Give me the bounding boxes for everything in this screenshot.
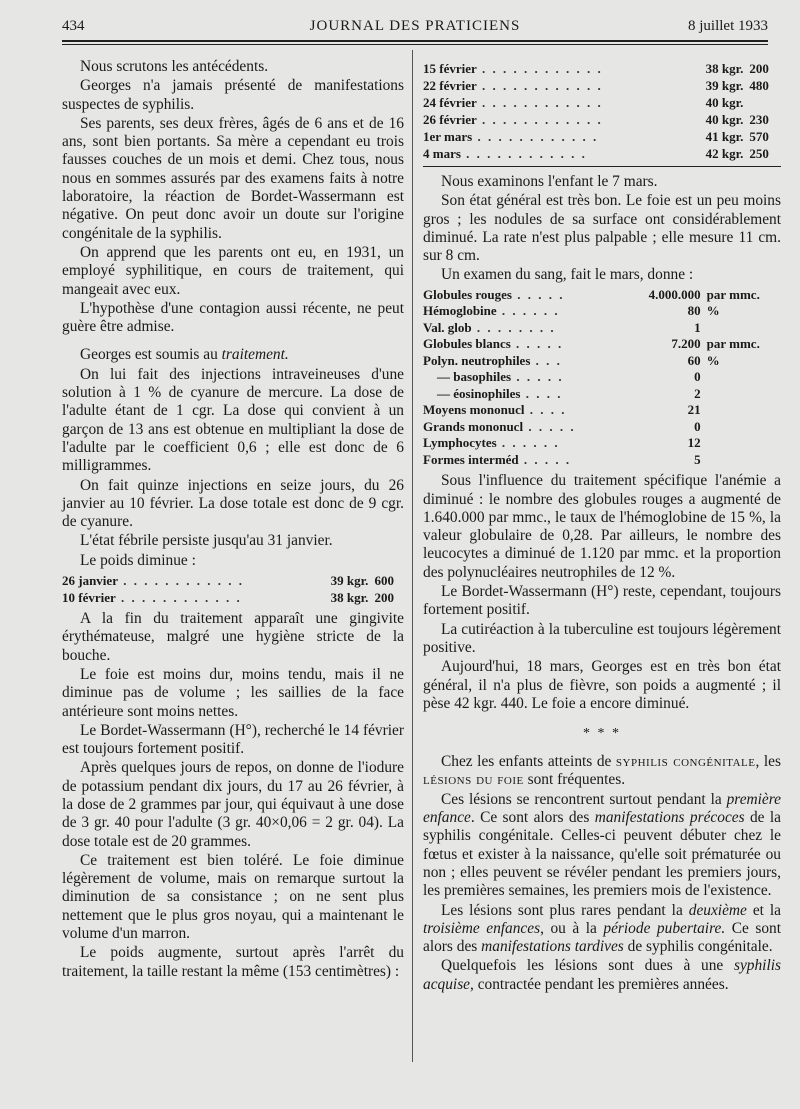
blood-value: 80 <box>687 303 701 319</box>
issue-date: 8 juillet 1933 <box>688 18 768 34</box>
paragraph: On fait quinze injections en seize jours, du 26 janvier au 10 février. La dose totale est donc de 9 cgr. de cyanure. <box>62 476 404 531</box>
right-column <box>423 60 781 994</box>
blood-value: 4.000.000 <box>648 286 701 302</box>
paragraph: Quelquefois les lésions sont dues à une syphilis acquise, contractée pendant les premières années. <box>423 957 781 993</box>
weight-g: 570 <box>749 129 769 144</box>
table-row: 22 février . . . . . . . . . . . . 39 kgr. 480 <box>423 77 781 94</box>
left-column <box>62 58 404 981</box>
blood-label: — basophiles <box>437 369 512 385</box>
paragraph: Aujourd'hui, 18 mars, Georges est en très bon état général, il n'a plus de fièvre, son poids a augmenté ; il pèse 42 kgr. 440. Le foie a encore diminué. <box>423 658 781 712</box>
column-divider <box>412 50 413 1062</box>
blood-unit <box>701 452 781 469</box>
weight-kg: 41 kgr. <box>705 129 744 144</box>
table-row: — basophiles . . . . . 0 <box>423 369 781 386</box>
table-row: Moyens mononucl . . . . 21 <box>423 402 781 419</box>
weight-kg: 39 kgr. <box>330 573 369 589</box>
page-header <box>62 18 768 40</box>
paragraph: Nous scrutons les antécédents. <box>80 58 269 75</box>
table-row: Hémoglobine . . . . . . 80 % <box>423 303 781 320</box>
blood-label: Hémoglobine <box>423 303 497 319</box>
blood-value: 1 <box>694 319 701 335</box>
header-rule-thin <box>62 44 768 45</box>
paragraph: Le Bordet-Wassermann (H°) reste, cependant, toujours fortement positif. <box>423 583 781 619</box>
paragraph: Son état général est très bon. Le foie est un peu moins gros ; les nodules de sa surface ont considérablement diminué. La rate n'est plus palpable ; elle mesure 11 cm. sur 8 cm. <box>423 192 781 265</box>
blood-unit <box>701 435 781 452</box>
weight-date: 1er mars <box>423 129 473 144</box>
blood-unit <box>701 386 781 403</box>
weight-kg: 39 kgr. <box>705 78 744 93</box>
page-number: 434 <box>62 18 85 34</box>
weight-kg: 42 kgr. <box>705 146 744 161</box>
blood-unit: % <box>706 303 720 319</box>
weight-date: 4 mars <box>423 146 461 161</box>
paragraph: Le poids augmente, surtout après l'arrêt du traitement, la taille restant la même (153 centimètres) : <box>62 944 404 980</box>
weight-date: 26 février <box>423 112 477 127</box>
paragraph: Un examen du sang, fait le mars, donne : <box>441 266 694 284</box>
weight-g: 200 <box>374 590 394 606</box>
journal-title: JOURNAL DES PRATICIENS <box>309 18 521 34</box>
weight-g: 480 <box>749 78 769 93</box>
blood-unit <box>701 419 781 436</box>
weight-g: 230 <box>749 112 769 127</box>
blood-unit: par mmc. <box>706 286 760 302</box>
weight-g <box>743 94 781 111</box>
blood-label: Lymphocytes <box>423 435 497 451</box>
table-row: Globules blancs . . . . . 7.200 par mmc. <box>423 336 781 353</box>
paragraph: La cutiréaction à la tuberculine est toujours légèrement positive. <box>423 620 781 656</box>
table-row: — éosinophiles . . . . 2 <box>423 386 781 403</box>
weight-table-1 <box>62 572 404 606</box>
blood-unit <box>701 369 781 386</box>
blood-label: Grands mononucl <box>423 418 524 434</box>
paragraph: L'hypothèse d'une contagion aussi récente, ne peut guère être admise. <box>62 299 404 336</box>
weight-table-2 <box>423 60 781 162</box>
table-row: 24 février . . . . . . . . . . . . 40 kgr. <box>423 94 781 111</box>
table-row: 4 mars . . . . . . . . . . . . 42 kgr. 250 <box>423 145 781 162</box>
weight-g: 600 <box>374 573 394 589</box>
blood-value: 60 <box>687 352 701 368</box>
paragraph: On lui fait des injections intraveineuses d'une solution à 1 % de cyanure de mercure. La dose de l'adulte étant de 1 cgr. La dose qui convient à un garçon de 13 ans est obtenue en multipliant la dose de l'adulte par le coefficient 0,6 ; elle est donc de 6 milligrammes. <box>62 365 404 475</box>
weight-date: 24 février <box>423 95 477 110</box>
paragraph: L'état fébrile persiste jusqu'au 31 janvier. <box>80 532 333 550</box>
table-row: 26 février . . . . . . . . . . . . 40 kgr. 230 <box>423 111 781 128</box>
table-row: Grands mononucl . . . . . 0 <box>423 419 781 436</box>
paragraph: Ce traitement est bien toléré. Le foie diminue légèrement de volume, mais on remarque surtout la diminution de sa consistance ; on ne sent plus nettement que le plus gros noyau, qui a maintenant le volume d'un marron. <box>62 851 404 943</box>
blood-label: — éosinophiles <box>437 385 521 401</box>
paragraph: Le foie est moins dur, moins tendu, mais il ne diminue pas de volume ; les saillies de la face antérieure sont moins nettes. <box>62 665 404 720</box>
table-row: 15 février . . . . . . . . . . . . 38 kgr. 200 <box>423 60 781 77</box>
blood-value: 2 <box>694 385 701 401</box>
blood-value: 0 <box>694 418 701 434</box>
paragraph: Le poids diminue : <box>80 551 196 569</box>
paragraph: On apprend que les parents ont eu, en 1931, un employé syphilitique, en cours de traitement, qui mangeait avec eux. <box>62 243 404 298</box>
weight-g: 250 <box>749 146 769 161</box>
table-row: 10 février . . . . . . . . . . . . 38 kgr. 200 <box>62 589 404 606</box>
table-row: Lymphocytes . . . . . . 12 <box>423 435 781 452</box>
weight-kg: 40 kgr. <box>705 95 744 110</box>
blood-value: 5 <box>694 451 701 467</box>
blood-label: Globules rouges <box>423 286 512 302</box>
paragraph: Georges n'a jamais présenté de manifestations suspectes de syphilis. <box>62 77 404 113</box>
paragraph: Ces lésions se rencontrent surtout pendant la première enfance. Ce sont alors des manifestations précoces de la syphilis congénitale. Celles-ci peuvent débuter chez le fœtus et exister à la naissance, qu'elle soit prématurée ou non ; elles peuvent se révéler pendant les premiers jours, les premières semaines, les premiers mois de l'existence. <box>423 790 781 900</box>
paragraph: Ses parents, ses deux frères, âgés de 6 ans et de 16 ans, sont bien portants. Sa mère a cependant eu trois fausses couches de un mois et demi. Chez tous, nous nous en sommes assurés par des examens faits à notre laboratoire, la réaction de Bordet-Wassermann est négative. On peut donc avoir un doute sur l'origine congénitale de la syphilis. <box>62 114 404 242</box>
weight-date: 15 février <box>423 61 477 76</box>
weight-g: 200 <box>749 61 769 76</box>
table-row: Polyn. neutrophiles . . . 60 % <box>423 353 781 370</box>
table-row: Globules rouges . . . . . 4.000.000 par mmc. <box>423 287 781 304</box>
blood-label: Globules blancs <box>423 336 511 352</box>
section-separator: * * * <box>583 726 621 742</box>
paragraph: Le Bordet-Wassermann (H°), recherché le 14 février est toujours fortement positif. <box>62 721 404 758</box>
blood-value: 0 <box>694 369 701 385</box>
blood-unit <box>701 402 781 419</box>
weight-kg: 38 kgr. <box>705 61 744 76</box>
table-row: Formes interméd . . . . . 5 <box>423 452 781 469</box>
paragraph-treatment: Georges est soumis au traitement. <box>80 346 289 364</box>
blood-unit: par mmc. <box>706 336 760 352</box>
blood-label: Moyens mononucl <box>423 402 525 418</box>
blood-exam-table <box>423 287 781 469</box>
blood-label: Val. glob <box>423 319 472 335</box>
table-row: Val. glob . . . . . . . . 1 <box>423 320 781 337</box>
blood-label: Polyn. neutrophiles <box>423 352 531 368</box>
blood-value: 21 <box>687 402 701 418</box>
paragraph: Sous l'influence du traitement spécifique l'anémie a diminué : le nombre des globules rouges a augmenté de 1.640.000 par mmc., le taux de l'hémoglobine de 15 %, la valeur globulaire de 0,28. Par ailleurs, le nombre des leucocytes a diminué de 1.120 par mmc. et la proportion des polynucléaires neutrophiles de 12 %. <box>423 472 781 581</box>
blood-label: Formes interméd <box>423 451 519 467</box>
header-rule <box>62 40 768 42</box>
treatment-emphasis: traitement. <box>221 346 289 364</box>
paragraph: Nous examinons l'enfant le 7 mars. <box>441 173 658 190</box>
blood-unit: % <box>706 352 720 368</box>
table-row: 26 janvier . . . . . . . . . . . . 39 kgr. 600 <box>62 572 404 589</box>
paragraph: Les lésions sont plus rares pendant la deuxième et la troisième enfances, ou à la période pubertaire. Ce sont alors des manifestations tardives de syphilis congénitale. <box>423 901 781 956</box>
table-rule <box>423 166 781 167</box>
weight-date: 10 février <box>62 590 116 606</box>
blood-unit <box>701 320 781 337</box>
weight-kg: 38 kgr. <box>330 590 369 606</box>
blood-value: 12 <box>687 435 701 451</box>
paragraph: A la fin du traitement apparaît une gingivite érythémateuse, malgré une hygiène stricte de la bouche. <box>62 610 404 664</box>
paragraph: Chez les enfants atteints de syphilis congénitale, les lésions du foie sont fréquentes. <box>423 753 781 789</box>
weight-kg: 40 kgr. <box>705 112 744 127</box>
weight-date: 22 février <box>423 78 477 93</box>
table-row: 1er mars . . . . . . . . . . . . 41 kgr. 570 <box>423 128 781 145</box>
paragraph: Après quelques jours de repos, on donne de l'iodure de potassium pendant dix jours, du 17 au 26 février, à la dose de 2 grammes par jour, qui équivaut à une dose de 3 gr. 40 pour l'adulte (3 gr. 40×0,06 = 2 gr. 04). La dose totale est de 20 grammes. <box>62 759 404 850</box>
weight-date: 26 janvier <box>62 573 118 589</box>
blood-value: 7.200 <box>671 336 701 352</box>
